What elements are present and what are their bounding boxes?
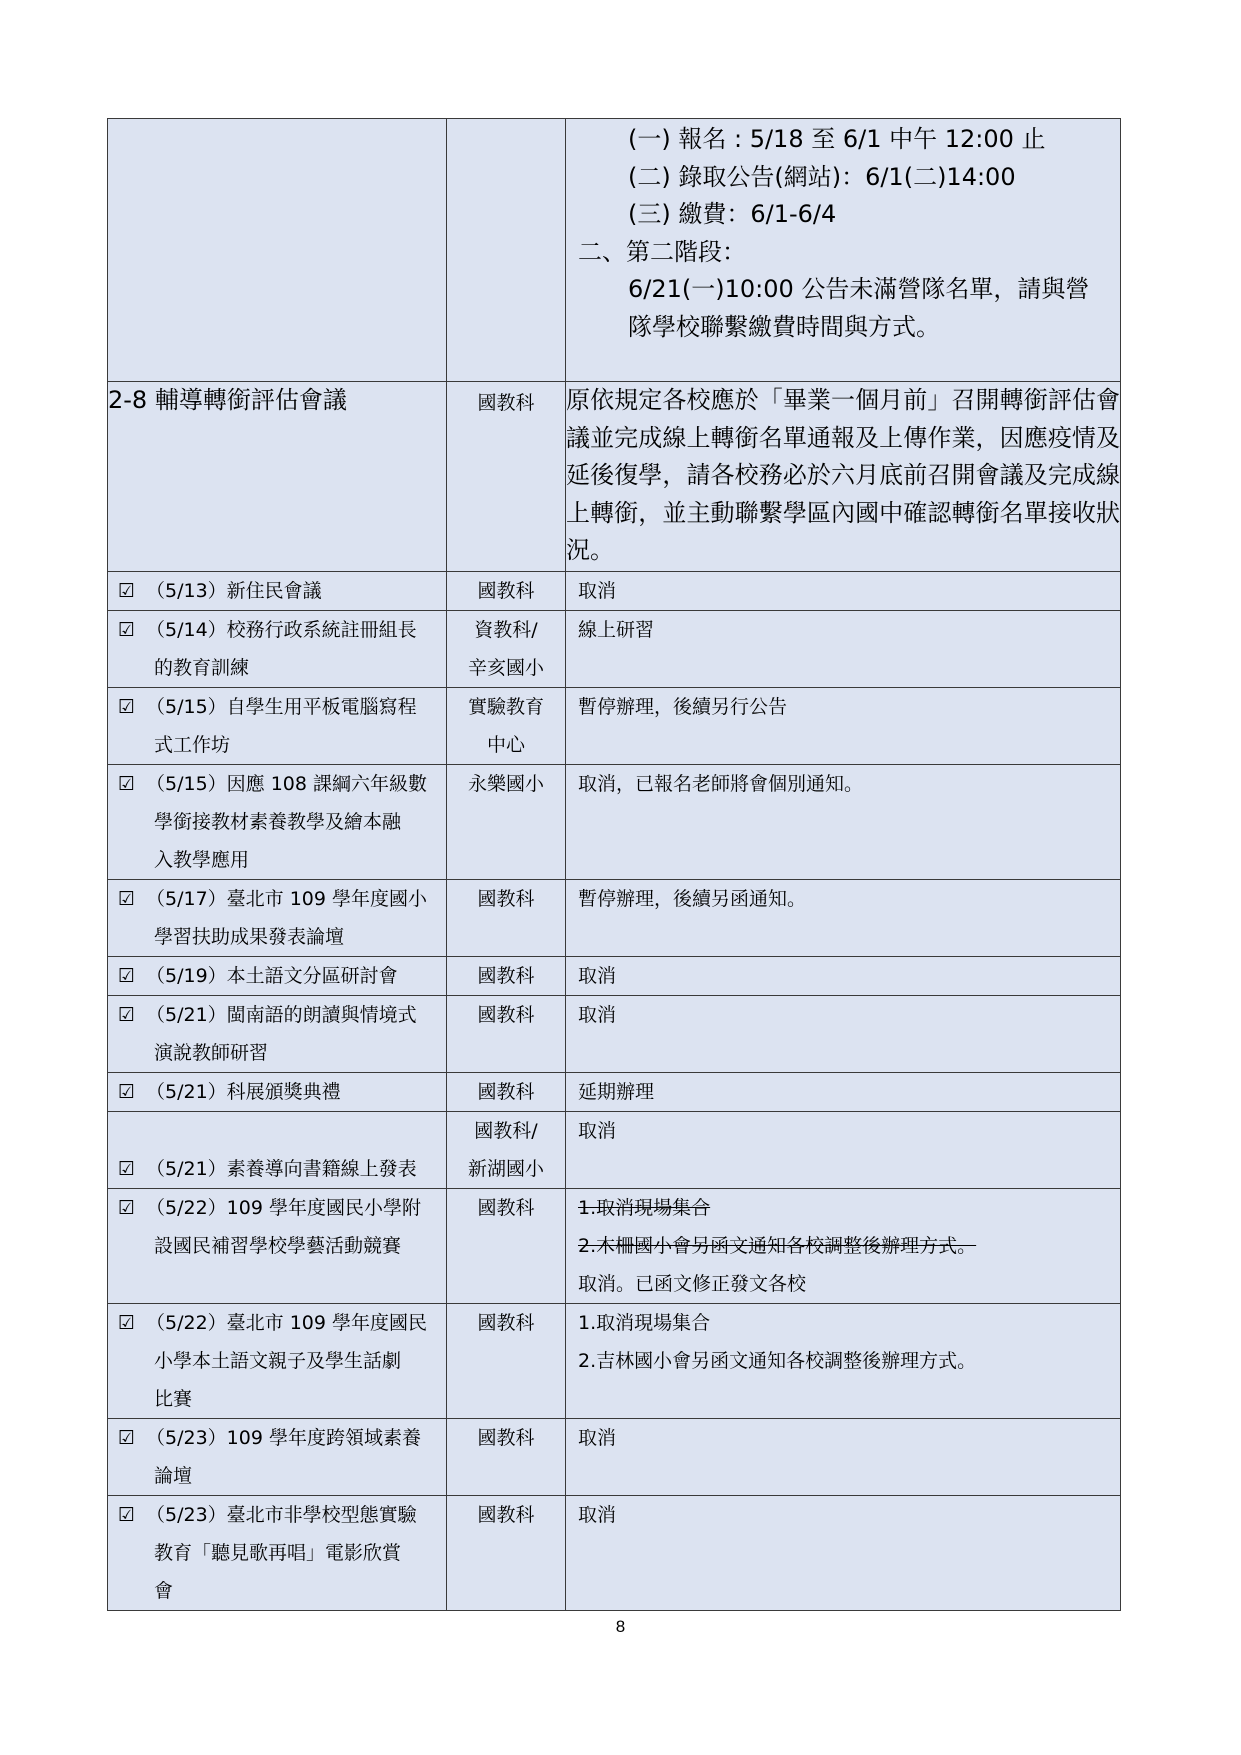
event-title-line <box>118 572 440 610</box>
event-title-text: （5/22）臺北市 109 學年度國民 <box>146 1312 428 1334</box>
table-row <box>108 1112 1121 1189</box>
unit-line: 資教科/ <box>474 619 538 641</box>
unit-line: 中心 <box>486 734 525 756</box>
event-cell <box>108 572 447 611</box>
event-title-line <box>118 1304 440 1342</box>
notes-cell <box>566 996 1121 1073</box>
checkbox-checked-icon: ☑ <box>118 696 136 718</box>
note-line: 取消 <box>578 580 617 602</box>
notes-cell <box>566 1112 1121 1189</box>
event-title-line: 會 <box>154 1580 174 1602</box>
unit-line: 國教科 <box>477 1504 535 1526</box>
unit-cell <box>447 996 566 1073</box>
note-line: 2.木柵國小會另函文通知各校調整後辦理方式。 <box>578 1235 977 1257</box>
event-cell <box>108 996 447 1073</box>
event-cell <box>108 1073 447 1112</box>
event-title-text: （5/22）109 學年度國民小學附 <box>146 1197 421 1219</box>
event-title-line: 設國民補習學校學藝活動競賽 <box>154 1235 402 1257</box>
event-title-line: 演說教師研習 <box>154 1042 269 1064</box>
notes-cell <box>566 611 1121 688</box>
note-line: 取消 <box>578 1504 617 1526</box>
note-line: 暫停辦理，後續另行公告 <box>578 696 788 718</box>
table-row <box>108 1189 1121 1304</box>
event-title-line <box>118 1150 440 1188</box>
unit-cell <box>447 611 566 688</box>
event-title-line <box>118 1496 440 1534</box>
event-title-line: 教育「聽見歌再唱」電影欣賞 <box>154 1542 402 1564</box>
notes-cell <box>566 880 1121 957</box>
event-cell <box>108 957 447 996</box>
note-line: 1.取消現場集合 <box>578 1197 711 1219</box>
event-cell <box>108 1189 447 1304</box>
event-title-line: 的教育訓練 <box>154 657 250 679</box>
unit-cell <box>447 957 566 996</box>
note-line: (三) 繳費：6/1-6/4 <box>628 200 837 228</box>
event-cell <box>108 688 447 765</box>
notes-cell <box>566 688 1121 765</box>
event-title-line <box>118 1419 440 1457</box>
notes-cell <box>566 1189 1121 1304</box>
event-title-text: （5/14）校務行政系統註冊組長 <box>146 619 417 641</box>
notes-cell <box>566 1419 1121 1496</box>
event-title-line: 學習扶助成果發表論壇 <box>154 926 345 948</box>
note-line: 6/21(一)10:00 公告未滿營隊名單，請與營隊學校聯繫繳費時間與方式。 <box>628 275 1090 341</box>
event-title-text: （5/15）自學生用平板電腦寫程 <box>146 696 417 718</box>
event-cell <box>108 880 447 957</box>
note-line: 2.吉林國小會另函文通知各校調整後辦理方式。 <box>578 1350 977 1372</box>
checkbox-checked-icon: ☑ <box>118 888 136 910</box>
table-row <box>108 1304 1121 1419</box>
notes-cell <box>566 957 1121 996</box>
unit-line: 永樂國小 <box>467 773 544 795</box>
event-cell <box>108 611 447 688</box>
unit-line: 國教科 <box>477 580 535 602</box>
notes-cell <box>566 1304 1121 1419</box>
table-row <box>108 1419 1121 1496</box>
table-row <box>108 688 1121 765</box>
notes-cell <box>566 572 1121 611</box>
event-cell <box>108 765 447 880</box>
table-row <box>108 1496 1121 1611</box>
note-line: 取消。已函文修正發文各校 <box>578 1273 807 1295</box>
checkbox-checked-icon: ☑ <box>118 965 136 987</box>
checkbox-checked-icon: ☑ <box>118 580 136 602</box>
event-title-line: 比賽 <box>154 1388 193 1410</box>
event-title-text: （5/23）109 學年度跨領域素養 <box>146 1427 421 1449</box>
note-line: 取消 <box>578 1004 617 1026</box>
unit-cell <box>447 1189 566 1304</box>
event-title-text: （5/21）素養導向書籍線上發表 <box>146 1158 417 1180</box>
event-title-line <box>118 1073 440 1111</box>
event-cell <box>108 1112 447 1189</box>
note-line: 暫停辦理，後續另函通知。 <box>578 888 807 910</box>
event-title-line <box>118 996 440 1034</box>
item-2-8-unit: 國教科 <box>477 392 535 414</box>
table-row <box>108 572 1121 611</box>
checkbox-checked-icon: ☑ <box>118 1158 136 1180</box>
unit-line: 國教科 <box>477 965 535 987</box>
checkbox-checked-icon: ☑ <box>118 1081 136 1103</box>
table-row <box>108 1073 1121 1112</box>
event-title-line: 小學本土語文親子及學生話劇 <box>154 1350 402 1372</box>
unit-line: 國教科/ <box>474 1120 538 1142</box>
notes-cell <box>566 765 1121 880</box>
event-title-text: （5/13）新住民會議 <box>146 580 322 602</box>
unit-line: 新湖國小 <box>467 1158 544 1180</box>
unit-cell <box>447 572 566 611</box>
unit-cell <box>447 1304 566 1419</box>
notes-cell <box>566 1496 1121 1611</box>
event-title-text: （5/23）臺北市非學校型態實驗 <box>146 1504 417 1526</box>
item-2-8-row <box>108 382 1121 572</box>
event-title-text: （5/21）科展頒獎典禮 <box>146 1081 341 1103</box>
table-row <box>108 957 1121 996</box>
continued-row <box>108 119 1121 382</box>
note-line: 取消 <box>578 965 617 987</box>
checkbox-checked-icon: ☑ <box>118 1504 136 1526</box>
event-title-text: （5/19）本土語文分區研討會 <box>146 965 398 987</box>
unit-cell <box>447 1419 566 1496</box>
event-title-line <box>118 880 440 918</box>
note-line: 取消 <box>578 1427 617 1449</box>
checkbox-checked-icon: ☑ <box>118 1312 136 1334</box>
continued-row-notes-cell <box>566 119 1121 382</box>
unit-line: 實驗教育 <box>467 696 544 718</box>
unit-line: 國教科 <box>477 1004 535 1026</box>
event-title-text: （5/17）臺北市 109 學年度國小 <box>146 888 428 910</box>
unit-cell <box>447 880 566 957</box>
event-title-line <box>118 611 440 649</box>
event-title-line: 論壇 <box>154 1465 193 1487</box>
event-title-line <box>118 765 440 803</box>
notes-cell <box>566 1073 1121 1112</box>
event-title-line: 式工作坊 <box>154 734 231 756</box>
unit-line: 國教科 <box>477 1197 535 1219</box>
note-line: 取消，已報名老師將會個別通知。 <box>578 773 864 795</box>
note-line: (二) 錄取公告(網站)：6/1(二)14:00 <box>628 162 1016 191</box>
table-row <box>108 765 1121 880</box>
unit-line: 國教科 <box>477 888 535 910</box>
event-title-text: （5/21）閩南語的朗讀與情境式 <box>146 1004 417 1026</box>
event-title-text: （5/15）因應 108 課綱六年級數 <box>146 773 428 795</box>
event-title-line: 入教學應用 <box>154 849 250 871</box>
page-number: 8 <box>615 1617 626 1636</box>
event-title-line: 學銜接教材素養教學及繪本融 <box>154 811 402 833</box>
unit-cell <box>447 1073 566 1112</box>
event-cell <box>108 1419 447 1496</box>
note-line: 線上研習 <box>578 619 655 641</box>
unit-line: 國教科 <box>477 1427 535 1449</box>
checkbox-checked-icon: ☑ <box>118 1427 136 1449</box>
note-line: 二、第二階段： <box>578 237 746 266</box>
note-line: 延期辦理 <box>578 1081 655 1103</box>
note-line: 取消 <box>578 1120 617 1142</box>
continued-row-unit-cell <box>447 119 566 382</box>
unit-line: 國教科 <box>477 1081 535 1103</box>
note-line: 1.取消現場集合 <box>578 1312 711 1334</box>
table-row <box>108 996 1121 1073</box>
event-title-line <box>118 688 440 726</box>
unit-cell <box>447 1112 566 1189</box>
checkbox-checked-icon: ☑ <box>118 1004 136 1026</box>
checkbox-checked-icon: ☑ <box>118 619 136 641</box>
event-cell <box>108 1304 447 1419</box>
unit-cell <box>447 765 566 880</box>
unit-line: 國教科 <box>477 1312 535 1334</box>
event-title-line <box>118 1112 440 1150</box>
table-row <box>108 880 1121 957</box>
item-2-8-note: 原依規定各校應於「畢業一個月前」召開轉銜評估會議並完成線上轉銜名單通報及上傳作業，因應疫情及延後復學，請各校務必於六月底前召開會議及完成線上轉銜，並主動聯繫學區內國中確認轉銜名單接收狀況。 <box>566 382 1121 572</box>
table-row <box>108 611 1121 688</box>
checkbox-checked-icon: ☑ <box>118 1197 136 1219</box>
unit-cell <box>447 1496 566 1611</box>
note-line: (一) 報名 : 5/18 至 6/1 中午 12:00 止 <box>628 125 1046 153</box>
schedule-table <box>107 118 1121 1611</box>
item-2-8-title: 2-8 輔導轉銜評估會議 <box>108 382 447 572</box>
event-title-line <box>118 957 440 995</box>
event-title-line <box>118 1189 440 1227</box>
checkbox-checked-icon: ☑ <box>118 773 136 795</box>
unit-line: 辛亥國小 <box>467 657 544 679</box>
item-2-8-unit-cell <box>447 382 566 572</box>
unit-cell <box>447 688 566 765</box>
continued-row-event-cell <box>108 119 447 382</box>
event-cell <box>108 1496 447 1611</box>
